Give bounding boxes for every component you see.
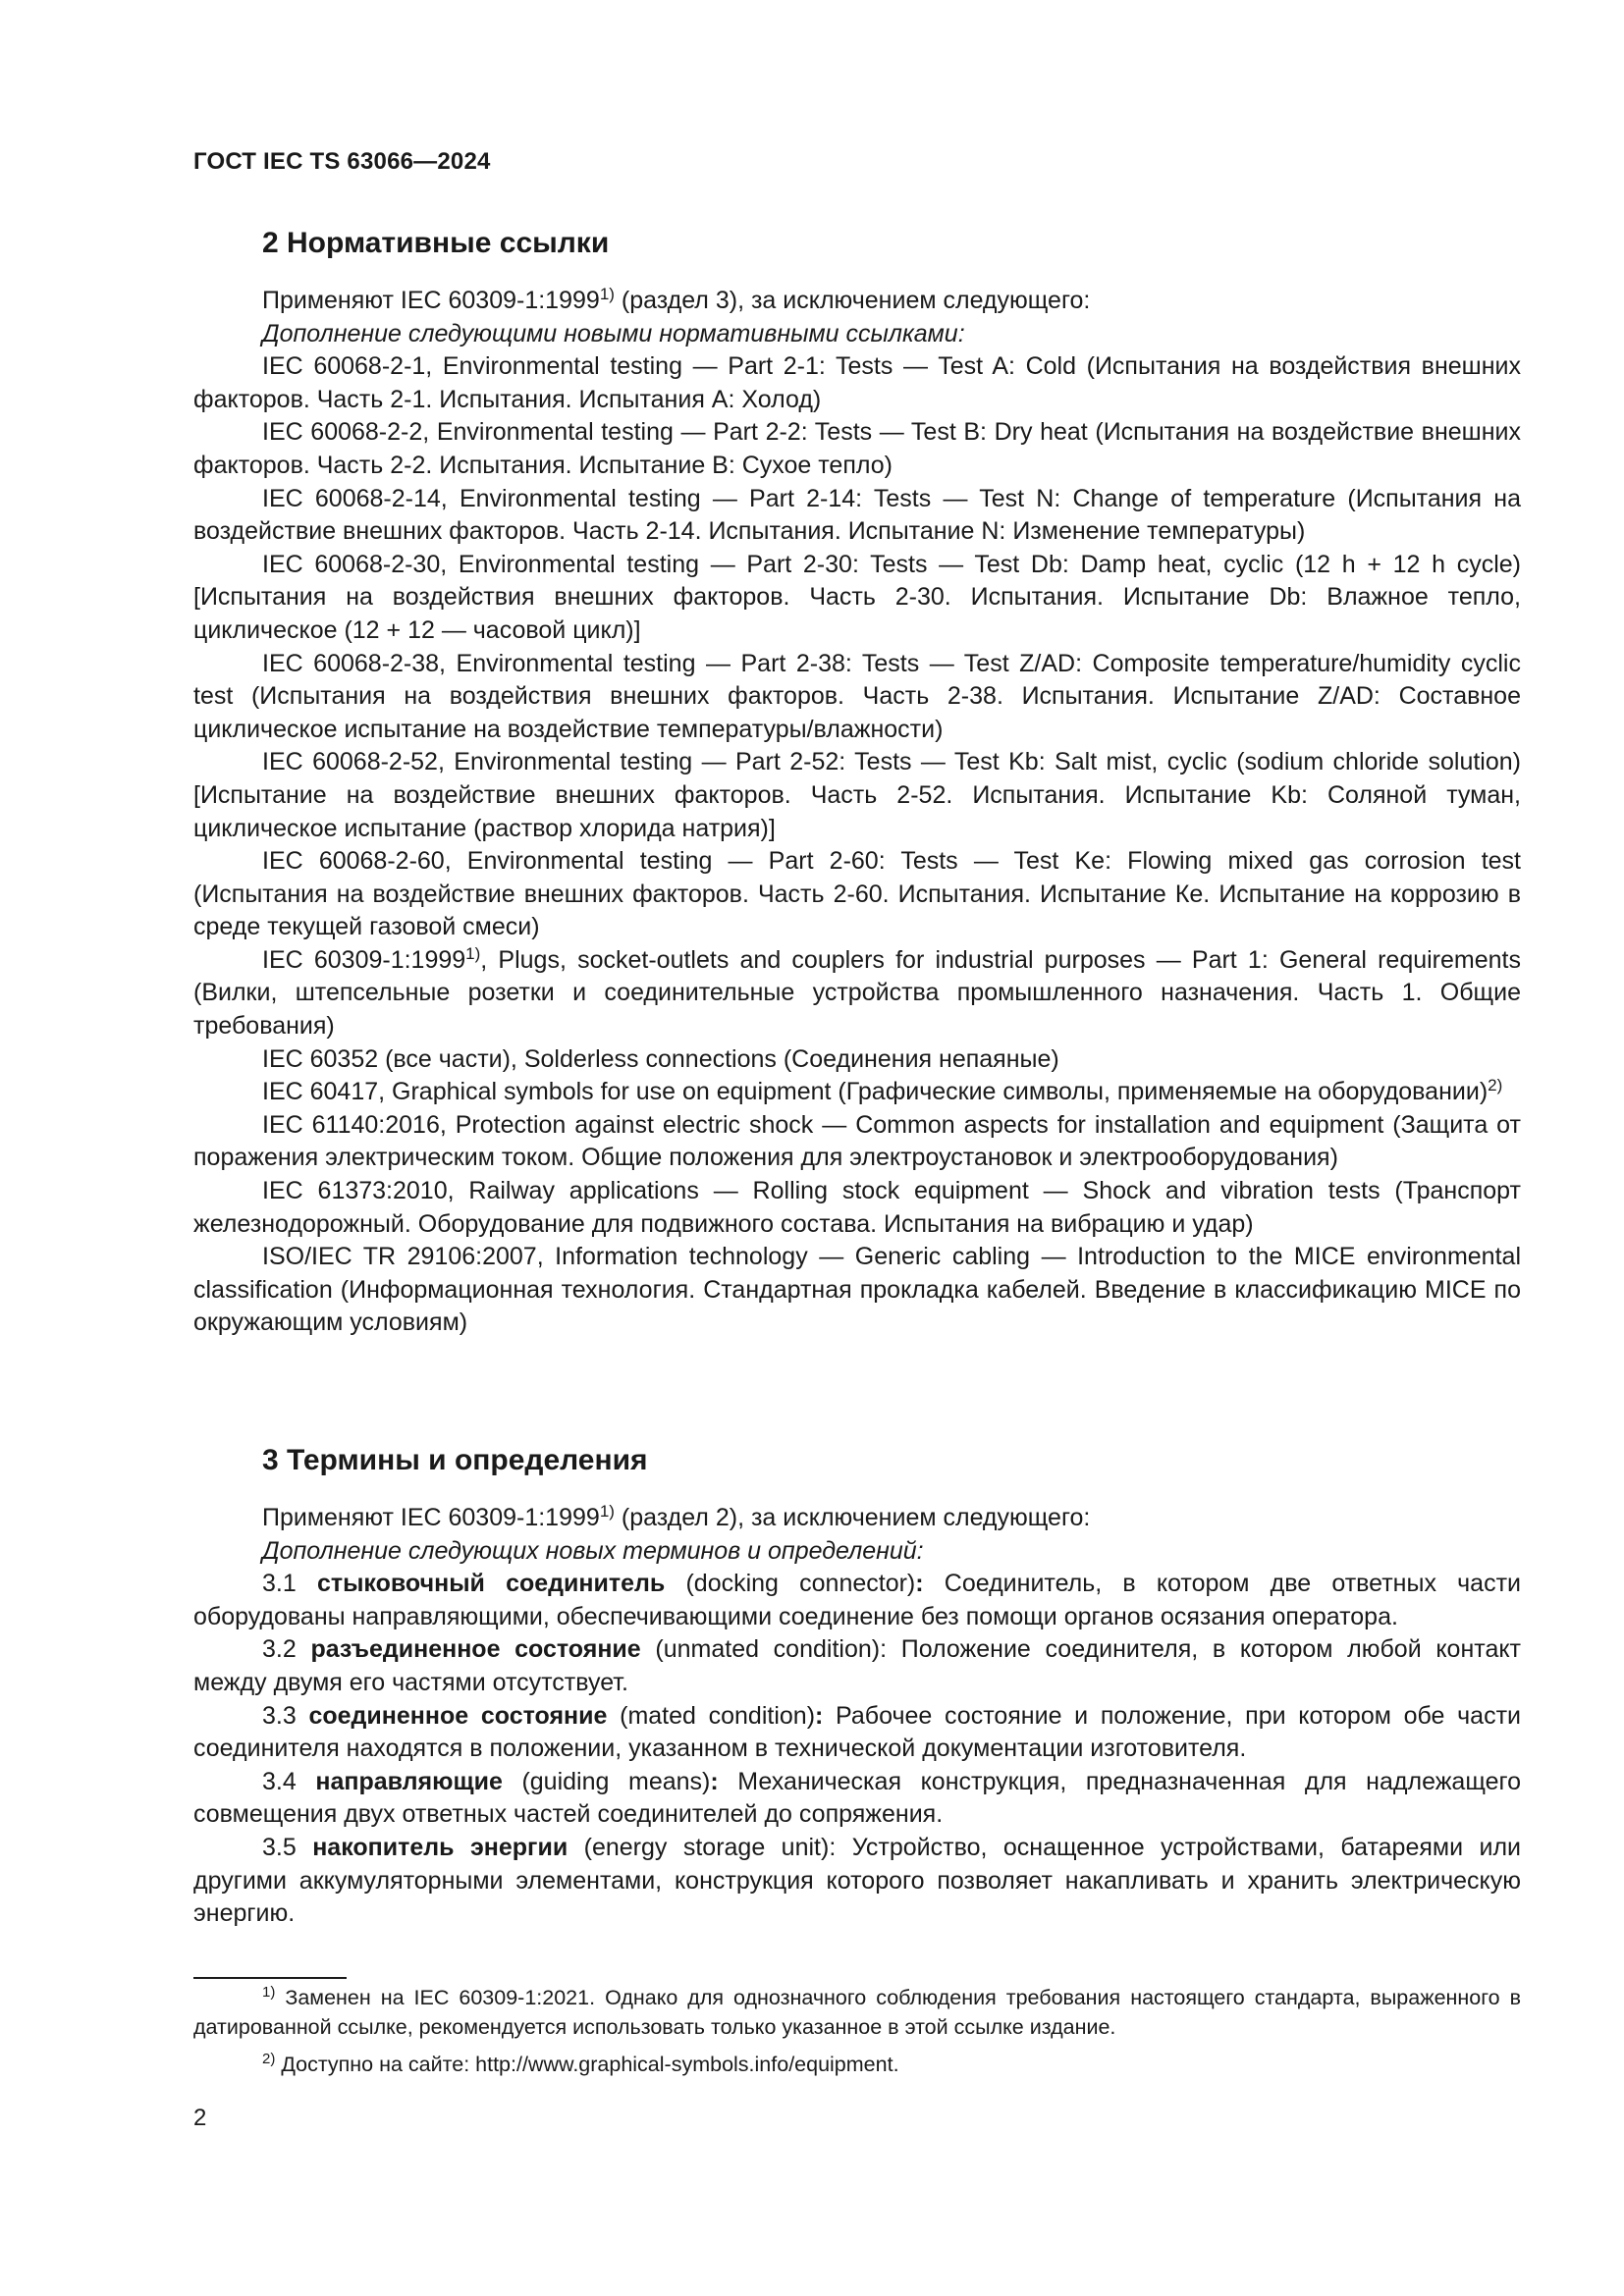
reference-item: IEC 60068-2-52, Environmental testing — Part 2-52: Tests — Test Kb: Salt mist, cyclic (sodium chloride solution) [Испытание на воздействие внешних факторов. Часть 2-52. Испытания. Испытание Kb: Соляной туман, циклическое испытание (раствор хлорида натрия)] (193, 748, 1521, 842)
footnote-ref-2[interactable]: 2) (1488, 1076, 1503, 1095)
reference-item: IEC 60068-2-60, Environmental testing — Part 2-60: Tests — Test Ke: Flowing mixed gas corrosion test (Испытания на воздействие внешних факторов. Часть 2-60. Испытания. Испытание Ке. Испытание на коррозию в среде текущей газовой смеси) (193, 847, 1521, 941)
footnotes (193, 1983, 1521, 2079)
reference-item: IEC 60068-2-1, Environmental testing — Part 2-1: Tests — Test A: Cold (Испытания на воздействия внешних факторов. Часть 2-1. Испытания. Испытания А: Холод) (193, 352, 1521, 413)
section-2-subhead: Дополнение следующими новыми нормативными ссылками: (262, 319, 965, 347)
term-name: стыковочный соединитель (316, 1570, 666, 1598)
section-3-intro: Применяют IEC 60309-1:1999$^{1)}$ (раздел 2), за исключением следующего: (262, 1502, 1091, 1531)
section-3-title: 3 Термины и определения (262, 1444, 648, 1476)
footnote-ref-1[interactable]: 1) (599, 1502, 615, 1521)
reference-item: IEC 60068-2-14, Environmental testing — Part 2-14: Tests — Test N: Change of temperature (Испытания на воздействие внешних факторов. Часть 2-14. Испытания. Испытание N: Изменение температуры) (193, 484, 1521, 546)
term-name: накопитель энергии (312, 1833, 568, 1861)
reference-item: IEC 61140:2016, Protection against electric shock — Common aspects for installation and equipment (Защита от поражения электрическим током. Общие положения для электроустановок и электрооборудования) (193, 1110, 1521, 1172)
section-terms-definitions (193, 1441, 1521, 1931)
section-3-subhead: Дополнение следующих новых терминов и определений: (262, 1536, 924, 1565)
term-name: направляющие (315, 1767, 503, 1795)
footnote-ref-1[interactable]: 1) (465, 943, 481, 963)
reference-item: IEC 60352 (все части), Solderless connections (Соединения непаяные) (262, 1044, 1059, 1073)
footnote-2: $^{2)}$ Доступно на сайте: http://www.graphical-symbols.info/equipment. (262, 2051, 899, 2076)
term-name: соединенное состояние (308, 1701, 608, 1730)
reference-item: IEC 60068-2-30, Environmental testing — Part 2-30: Tests — Test Db: Damp heat, cyclic (12 h + 12 h cycle) [Испытания на воздействия внешних факторов. Часть 2-30. Испытания. Испытание Db: Влажное тепло, циклическое (12 + 12 — часовой цикл)] (193, 550, 1521, 644)
reference-item-60417: IEC 60417, Graphical symbols for use on equipment (Графические символы, применяемые на оборудовании)$^{2)}$ (262, 1076, 1503, 1106)
term-definition: 3.4 направляющие (guiding means): Механическая конструкция, предназначенная для надлежащего совмещения двух ответных частей соединителей до сопряжения. (193, 1767, 1521, 1829)
footnote-divider (193, 1977, 347, 1979)
section-normative-references (193, 224, 1521, 1340)
term-definition: 3.2 разъединенное состояние (unmated condition): Положение соединителя, в котором любой контакт между двумя его частями отсутствует. (193, 1635, 1522, 1696)
footnote-1: $^{1)}$ Заменен на IEC 60309-1:2021. Однако для однозначного соблюдения требования настоящего стандарта, выраженного в датированной ссылке, рекомендуется использовать только указанное в этой ссылке издание. (193, 1984, 1521, 2039)
term-name: разъединенное состояние (310, 1635, 641, 1664)
document-id-header: ГОСТ IEC TS 63066—2024 (193, 148, 491, 175)
section-2-title: 2 Нормативные ссылки (262, 227, 610, 259)
term-definition: 3.5 накопитель энергии (energy storage unit): Устройство, оснащенное устройствами, батареями или другими аккумуляторными элементами, конструкция которого позволяет накапливать и хранить электрическую энергию. (193, 1833, 1521, 1928)
term-definition: 3.1 стыковочный соединитель (docking connector): Соединитель, в котором две ответных части оборудованы направляющими, обеспечивающими соединение без помощи органов осязания оператора. (193, 1570, 1521, 1630)
footnote-ref-1[interactable]: 1) (599, 285, 615, 303)
reference-item: IEC 60068-2-2, Environmental testing — Part 2-2: Tests — Test B: Dry heat (Испытания на воздействие внешних факторов. Часть 2-2. Испытания. Испытание В: Сухое тепло) (193, 418, 1521, 479)
page-number: 2 (193, 2105, 207, 2131)
reference-item: ISO/IEC TR 29106:2007, Information technology — Generic cabling — Introduction to the MICE environmental classification (Информационная технология. Стандартная прокладка кабелей. Введение в классификацию MICE по окружающим условиям) (193, 1243, 1521, 1337)
section-2-intro: Применяют IEC 60309-1:1999$^{1)}$ (раздел 3), за исключением следующего: (262, 285, 1091, 314)
reference-item: IEC 60068-2-38, Environmental testing — Part 2-38: Tests — Test Z/AD: Composite temperature/humidity cyclic test (Испытания на воздействия внешних факторов. Часть 2-38. Испытания. Испытание Z/AD: Составное циклическое испытание на воздействие температуры/влажности) (193, 649, 1521, 743)
term-definition: 3.3 соединенное состояние (mated condition): Рабочее состояние и положение, при котором обе части соединителя находятся в положении, указанном в технической документации изготовителя. (193, 1701, 1521, 1763)
reference-item-60309: IEC 60309-1:1999$^{1)}$, Plugs, socket-outlets and couplers for industrial purposes — Part 1: General requirements (Вилки, штепсельные розетки и соединительные устройства промышленного назначения. Часть 1. Общие требования) (193, 943, 1521, 1041)
reference-item: IEC 61373:2010, Railway applications — Rolling stock equipment — Shock and vibration tests (Транспорт железнодорожный. Оборудование для подвижного состава. Испытания на вибрацию и удар) (193, 1177, 1521, 1238)
